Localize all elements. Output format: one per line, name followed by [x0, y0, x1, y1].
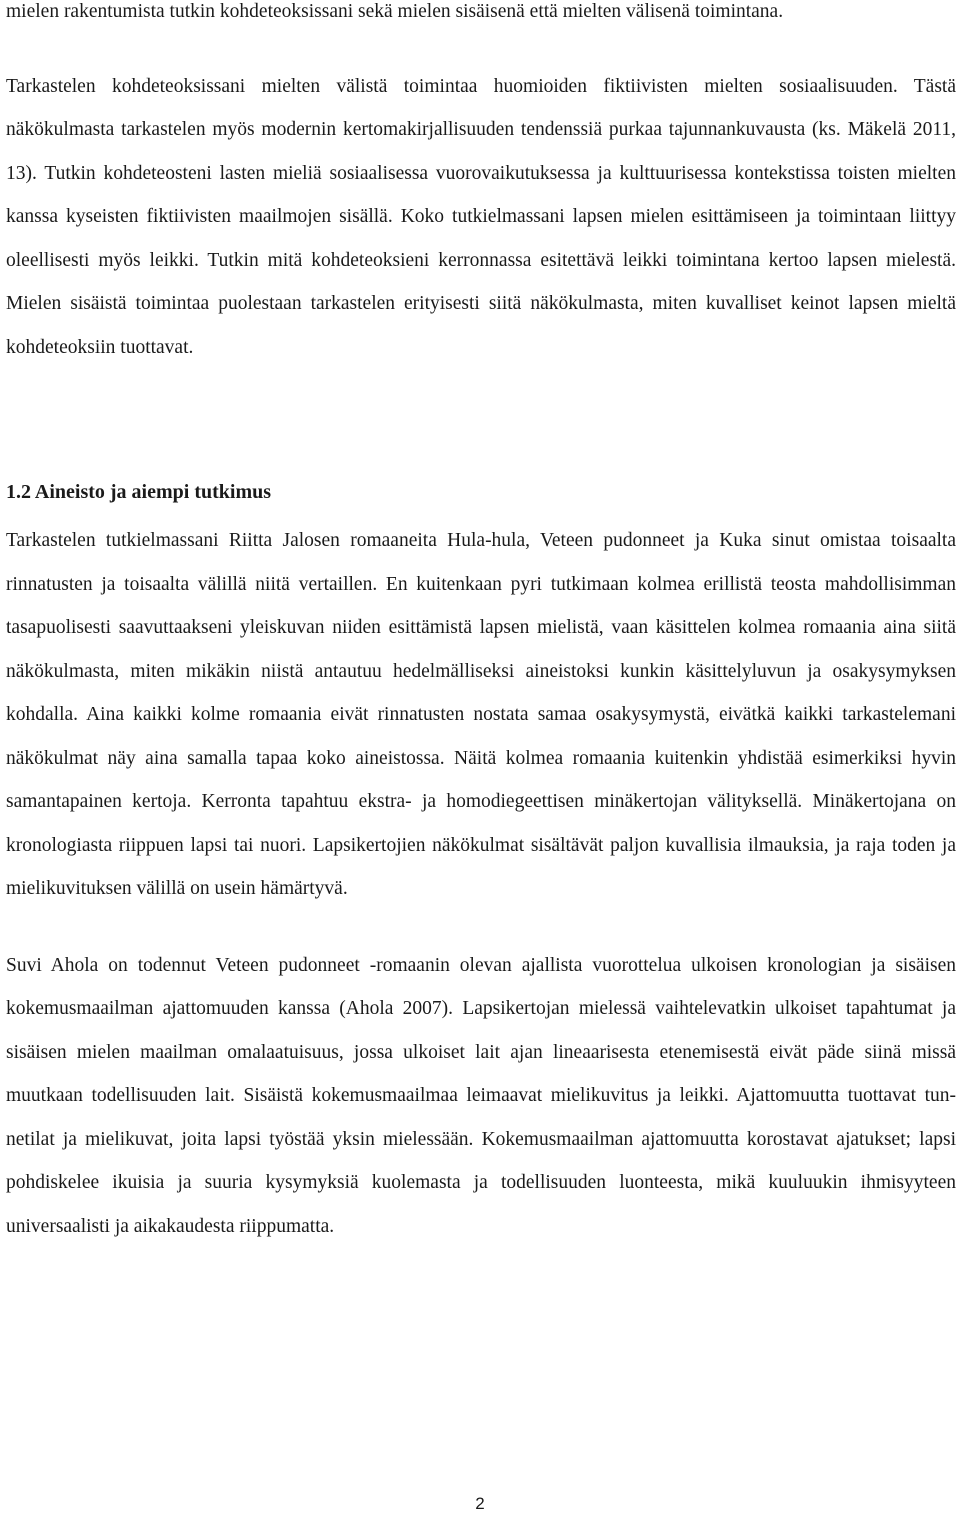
section-heading: 1.2 Aineisto ja aiempi tutkimus — [6, 481, 272, 503]
paragraph-research-focus: Tarkastelen kohdeteoksissani mielten välistä toimintaa huomioiden fiktiivisten mielten sosiaalisuuden. Tästä näkökulmasta tarkastelen myös modernin kertomakirjallisuuden tendenssiä purkaa tajunnankuvausta (ks. Mäkelä 2011, 13). Tutkin kohdeteosteni lasten mieliä sosiaalisessa vuorovaikutuksessa ja kulttuurisessa kontekstissa toisten mielten kanssa kyseisten fiktiivisten maailmojen sisällä. Koko tutkielmassani lapsen mielen esittämiseen ja toimintaan liittyy oleellisesti myös leikki. Tutkin mitä kohdeteoksieni kerronnassa esitettävä leikki toimintana kertoo lapsen mielestä. Mielen sisäistä toimintaa puolestaan tarkastelen erityisesti siitä näkökulmasta, miten kuvalliset keinot lapsen mieltä kohdeteoksiin tuottavat. — [6, 75, 956, 358]
document-page — [6, 0, 956, 1248]
paragraph-material: Tarkastelen tutkielmassani Riitta Jalosen romaaneita Hula-hula, Veteen pudonneet ja Kuka sinut omistaa toisaalta rinnatusten ja toisaalta välillä niitä vertaillen. En kuitenkaan pyri tutkimaan kolmea erillistä teosta mahdollisimman tasapuolisesti saavuttaakseni yleiskuvan niiden esittämistä lapsen mielistä, vaan käsittelen kolmea romaania aina siitä näkökulmasta, miten mikäkin niistä antautuu hedelmälliseksi aineistoksi kunkin käsittelyluvun ja osakysymyksen kohdalla. Aina kaikki kolme romaania eivät rinnatusten nostata samaa osakysymystä, eivätkä kaikki tarkastelemani näkökulmat näy aina samalla tapaa koko aineistossa. Näitä kolmea romaania kuitenkin yhdistää esimerkiksi hyvin samantapainen kertoja. Kerronta tapahtuu ekstra- ja homodiegeettisen minäkertojan välityksellä. Minäkertojana on kronologiasta riippuen lapsi tai nuori. Lapsikertojien näkökulmat sisältävät paljon kuvallisia ilmauksia, ja raja toden ja mielikuvituksen välillä on usein hämärtyvä. — [6, 530, 956, 899]
paragraph-previous-research: Suvi Ahola on todennut Veteen pudonneet -romaanin olevan ajallista vuorottelua ulkoisen kronologian ja sisäisen kokemusmaailman ajattomuuden kanssa (Ahola 2007). Lapsikertojan mielessä vaihtelevatkin ulkoiset tapahtumat ja sisäisen mielen maailman omalaatuisuus, jossa ulkoiset lait ajan lineaarisesta etenemisestä eivät päde siinä missä muutkaan todellisuuden lait. Sisäistä kokemusmaailmaa leimaavat mielikuvitus ja leikki. Ajattomuutta tuottavat tunnetilat ja mielikuvat, joita lapsi työstää yksin mielessään. Kokemusmaailman ajattomuutta korostavat ajatukset; lapsi pohdiskelee ikuisia ja suuria kysymyksiä kuolemasta ja todellisuuden luonteesta, mikä kuuluukin ihmisyyteen universaalisti ja aikakaudesta riippumatta. — [6, 954, 956, 1237]
page-number: 2 — [475, 1494, 485, 1513]
paragraph-intro-continuation: mielen rakentumista tutkin kohdeteoksissani sekä mielen sisäisenä että mielten välisenä toimintana. — [6, 1, 784, 22]
